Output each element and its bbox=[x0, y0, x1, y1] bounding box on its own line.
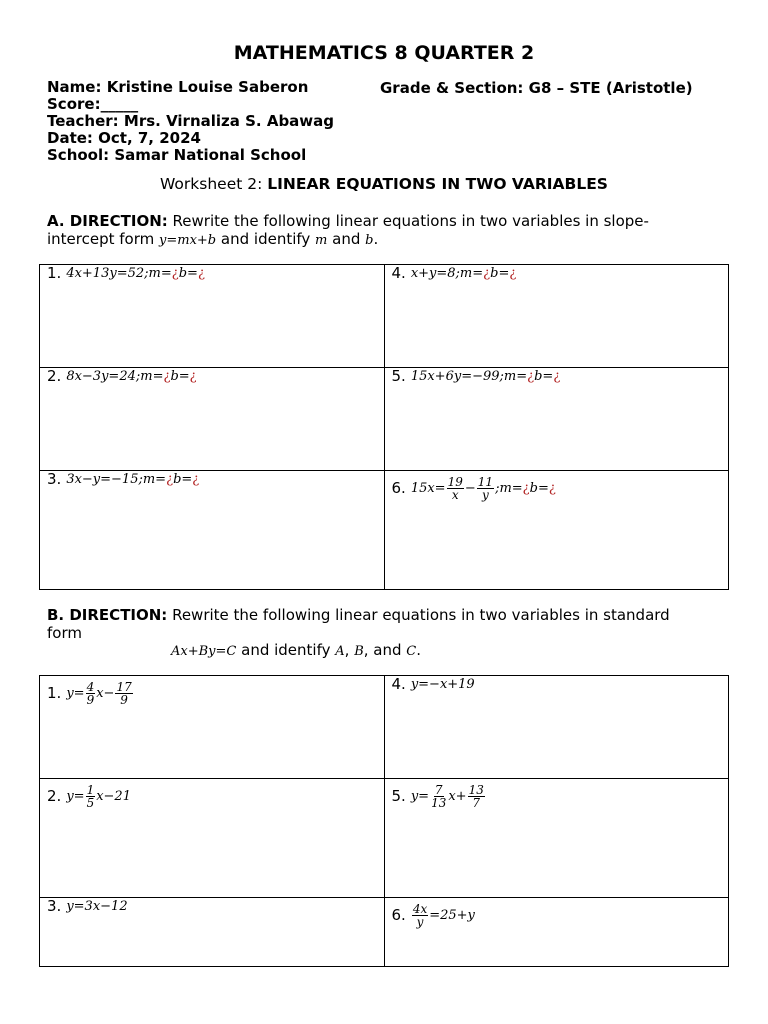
answer-cell-a3[interactable] bbox=[40, 471, 385, 590]
answer-cell-a2[interactable] bbox=[40, 368, 385, 471]
school-name: School: Samar National School bbox=[47, 146, 307, 164]
equation: y= $\frac{1}{5}$ x−21 bbox=[66, 782, 131, 810]
equation: 3x−y=−15;m=¿b=¿ bbox=[66, 471, 200, 487]
table-a bbox=[39, 264, 729, 590]
item-a1: 1. 4x+13y=52;m=¿b=¿ bbox=[47, 264, 205, 282]
answer-cell-b2[interactable] bbox=[40, 779, 385, 898]
page-title: MATHEMATICS 8 QUARTER 2 bbox=[233, 42, 535, 64]
direction-b-label: B. DIRECTION: bbox=[47, 606, 168, 624]
table-row bbox=[40, 898, 729, 967]
direction-a bbox=[47, 212, 727, 250]
equation: 4x+13y=52;m=¿b=¿ bbox=[66, 265, 205, 281]
equation: 8x−3y=24;m=¿b=¿ bbox=[66, 368, 197, 384]
item-b6: 6. $\frac{4x}{y}$ =25+y bbox=[391, 901, 475, 929]
answer-cell-b5[interactable] bbox=[384, 779, 729, 898]
table-row bbox=[40, 471, 729, 590]
item-b4: 4. y=−x+19 bbox=[391, 675, 475, 693]
item-a3: 3. 3x−y=−15;m=¿b=¿ bbox=[47, 470, 200, 488]
direction-b-form-line bbox=[171, 641, 421, 659]
m-symbol: m bbox=[315, 233, 328, 248]
equation: y= $\frac{7}{13}$ x+ $\frac{13}{7}$ bbox=[410, 782, 484, 810]
answer-cell-a4[interactable] bbox=[384, 265, 729, 368]
equation: y= $\frac{4}{9}$ x− $\frac{17}{9}$ bbox=[66, 679, 132, 707]
direction-a-end: . bbox=[373, 230, 379, 248]
item-a2: 2. 8x−3y=24;m=¿b=¿ bbox=[47, 367, 197, 385]
equation: $\frac{4x}{y}$ =25+y bbox=[412, 901, 475, 929]
equation: x+y=8;m=¿b=¿ bbox=[410, 265, 517, 281]
teacher-name: Teacher: Mrs. Virnaliza S. Abawag bbox=[47, 112, 335, 130]
answer-cell-a1[interactable] bbox=[40, 265, 385, 368]
worksheet-title bbox=[0, 175, 768, 193]
slope-form: y=mx+b bbox=[159, 233, 217, 248]
b-symbol-std: B bbox=[354, 644, 364, 659]
period: . bbox=[416, 641, 422, 659]
grade-section: Grade & Section: G8 – STE (Aristotle) bbox=[380, 79, 693, 97]
comma: , bbox=[344, 641, 355, 659]
table-b bbox=[39, 675, 729, 967]
item-b2: 2. y= $\frac{1}{5}$ x−21 bbox=[47, 782, 131, 810]
item-a4: 4. x+y=8;m=¿b=¿ bbox=[391, 264, 517, 282]
answer-cell-b3[interactable] bbox=[40, 898, 385, 967]
direction-a-label: A. DIRECTION: bbox=[47, 212, 168, 230]
direction-b-text2: form bbox=[47, 624, 82, 642]
direction-b-text1: Rewrite the following linear equations in two variables in standard bbox=[167, 606, 670, 624]
item-a5: 5. 15x+6y=−99;m=¿b=¿ bbox=[391, 367, 561, 385]
direction-a-and: and bbox=[327, 230, 366, 248]
c-symbol: C bbox=[406, 644, 417, 659]
equation: y=3x−12 bbox=[66, 898, 128, 914]
date-line: Date: Oct, 7, 2024 bbox=[47, 129, 201, 147]
item-b3: 3. y=3x−12 bbox=[47, 897, 128, 915]
score-field: Score:_____ bbox=[47, 95, 139, 113]
a-symbol: A bbox=[335, 644, 345, 659]
and-text: , and bbox=[363, 641, 407, 659]
equation: 15x+6y=−99;m=¿b=¿ bbox=[410, 368, 561, 384]
item-b1: 1. y= $\frac{4}{9}$ x− $\frac{17}{9}$ bbox=[47, 679, 132, 707]
worksheet-prefix: Worksheet 2: bbox=[160, 175, 268, 193]
worksheet-topic: LINEAR EQUATIONS IN TWO VARIABLES bbox=[267, 175, 608, 193]
b-symbol: b bbox=[365, 233, 374, 248]
table-row bbox=[40, 779, 729, 898]
direction-a-text3: and identify bbox=[216, 230, 316, 248]
item-a6: 6. 15x= $\frac{19}{x}$ − $\frac{11}{y}$ ;m= ¿ b= ¿ bbox=[391, 474, 556, 502]
answer-cell-a5[interactable] bbox=[384, 368, 729, 471]
table-row bbox=[40, 368, 729, 471]
equation: y=−x+19 bbox=[410, 676, 475, 692]
answer-cell-b4[interactable] bbox=[384, 676, 729, 779]
direction-a-text2: intercept form bbox=[47, 230, 160, 248]
table-row bbox=[40, 265, 729, 368]
direction-b-text3: and identify bbox=[236, 641, 336, 659]
student-name: Name: Kristine Louise Saberon bbox=[47, 78, 309, 96]
answer-cell-b1[interactable] bbox=[40, 676, 385, 779]
answer-cell-b6[interactable] bbox=[384, 898, 729, 967]
direction-b bbox=[47, 606, 727, 642]
equation: 15x= $\frac{19}{x}$ − $\frac{11}{y}$ ;m= ¿ b= ¿ bbox=[410, 474, 556, 502]
direction-a-text1: Rewrite the following linear equations in two variables in slope- bbox=[167, 212, 649, 230]
table-row bbox=[40, 676, 729, 779]
item-b5: 5. y= $\frac{7}{13}$ x+ $\frac{13}{7}$ bbox=[391, 782, 484, 810]
standard-form: Ax+By=C bbox=[171, 644, 237, 659]
answer-cell-a6[interactable] bbox=[384, 471, 729, 590]
